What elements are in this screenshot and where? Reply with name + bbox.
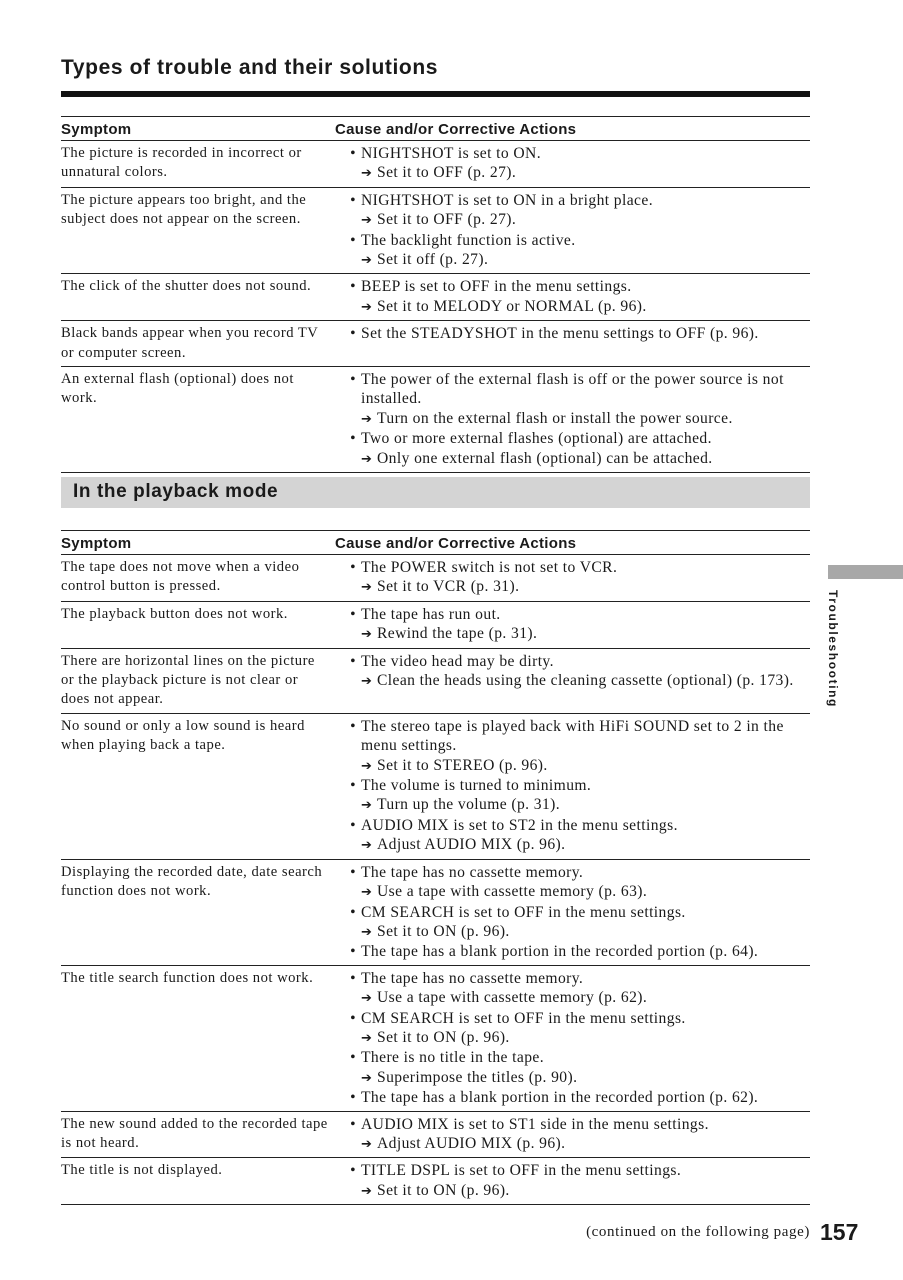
bullet-dot-icon: •	[350, 1162, 356, 1180]
arrow-right-icon: ➔	[361, 166, 373, 182]
cause-item	[335, 429, 810, 448]
arrow-right-icon: ➔	[361, 213, 373, 229]
section-title-playback: In the playback mode	[61, 477, 810, 508]
fix-item	[335, 577, 810, 597]
table-header	[61, 116, 810, 141]
fix-item	[335, 882, 810, 902]
fix-item	[335, 409, 810, 429]
cause-item	[335, 277, 810, 296]
cause-cell	[335, 558, 810, 598]
continued-note: (continued on the following page)	[586, 1224, 810, 1240]
fix-text: Superimpose the titles (p. 90).	[377, 1068, 578, 1086]
cause-cell	[335, 863, 810, 962]
fix-text: Turn up the volume (p. 31).	[377, 796, 561, 814]
cause-text: The tape has run out.	[361, 605, 501, 623]
cause-text: The tape has no cassette memory.	[361, 969, 584, 987]
fix-item	[335, 210, 810, 230]
bullet-dot-icon: •	[350, 652, 356, 670]
arrow-right-icon: ➔	[361, 1030, 373, 1046]
bullet-dot-icon: •	[350, 191, 356, 209]
fix-text: Set it to MELODY or NORMAL (p. 96).	[377, 297, 647, 315]
cause-item	[335, 231, 810, 250]
arrow-right-icon: ➔	[361, 411, 373, 427]
fix-text: Set it to ON (p. 96).	[377, 1181, 510, 1199]
bullet-dot-icon: •	[350, 430, 356, 448]
cause-item	[335, 324, 810, 343]
cause-text: The tape has a blank portion in the recorded portion (p. 64).	[361, 943, 759, 961]
cause-text: NIGHTSHOT is set to ON.	[361, 145, 542, 162]
fix-item	[335, 835, 810, 855]
playback-trouble-table	[61, 530, 810, 1205]
cause-text: Set the STEADYSHOT in the menu settings to OFF (p. 96).	[361, 325, 759, 343]
bullet-dot-icon: •	[350, 1089, 356, 1107]
fix-item	[335, 624, 810, 644]
cause-item	[335, 1115, 810, 1134]
fix-text: Rewind the tape (p. 31).	[377, 625, 538, 643]
fix-item	[335, 756, 810, 776]
cause-item	[335, 903, 810, 922]
fix-text: Set it to OFF (p. 27).	[377, 164, 517, 182]
cause-text: The stereo tape is played back with HiFi SOUND set to 2 in the menu settings.	[361, 717, 784, 755]
fix-item	[335, 1068, 810, 1088]
arrow-right-icon: ➔	[361, 1070, 373, 1086]
fix-text: Adjust AUDIO MIX (p. 96).	[377, 1134, 566, 1152]
arrow-right-icon: ➔	[361, 627, 373, 643]
symptom-cell: The title search function does not work.	[61, 969, 314, 986]
fix-text: Adjust AUDIO MIX (p. 96).	[377, 836, 566, 854]
fix-item	[335, 671, 810, 691]
fix-text: Set it to STEREO (p. 96).	[377, 756, 548, 774]
cause-item	[335, 717, 810, 756]
cause-item	[335, 863, 810, 882]
cause-item	[335, 652, 810, 671]
bullet-dot-icon: •	[350, 816, 356, 834]
cause-text: NIGHTSHOT is set to ON in a bright place.	[361, 191, 653, 209]
cause-item	[335, 191, 810, 210]
fix-text: Only one external flash (optional) can be attached.	[377, 449, 713, 467]
cause-header: Cause and/or Corrective Actions	[335, 120, 577, 138]
cause-item	[335, 942, 810, 961]
bullet-dot-icon: •	[350, 943, 356, 961]
table-row	[61, 555, 810, 602]
symptom-cell: Black bands appear when you record TV or computer screen.	[61, 325, 319, 361]
table-row	[61, 367, 810, 473]
fix-text: Use a tape with cassette memory (p. 62).	[377, 989, 648, 1007]
fix-item	[335, 1028, 810, 1048]
bullet-dot-icon: •	[350, 903, 356, 921]
arrow-right-icon: ➔	[361, 674, 373, 690]
table-row	[61, 1112, 810, 1159]
fix-item	[335, 1181, 810, 1201]
cause-cell	[335, 324, 810, 363]
bullet-dot-icon: •	[350, 717, 356, 735]
table-row	[61, 1158, 810, 1205]
arrow-right-icon: ➔	[361, 798, 373, 814]
cause-cell	[335, 277, 810, 317]
cause-item	[335, 816, 810, 835]
fix-text: Clean the heads using the cleaning cassette (optional) (p. 173).	[377, 672, 794, 690]
cause-text: The tape has no cassette memory.	[361, 863, 584, 881]
bullet-dot-icon: •	[350, 1049, 356, 1067]
symptom-cell: Displaying the recorded date, date search function does not work.	[61, 863, 323, 900]
symptom-cell: No sound or only a low sound is heard when playing back a tape.	[61, 717, 305, 754]
fix-item	[335, 449, 810, 469]
fix-item	[335, 922, 810, 942]
cause-text: CM SEARCH is set to OFF in the menu settings.	[361, 1009, 686, 1027]
arrow-right-icon: ➔	[361, 580, 373, 596]
bullet-dot-icon: •	[350, 1115, 356, 1133]
cause-cell	[335, 717, 810, 856]
cause-text: CM SEARCH is set to OFF in the menu settings.	[361, 903, 686, 921]
symptom-cell: The picture is recorded in incorrect or unnatural colors.	[61, 145, 302, 181]
cause-header: Cause and/or Corrective Actions	[335, 534, 577, 552]
arrow-right-icon: ➔	[361, 253, 373, 269]
cause-text: The volume is turned to minimum.	[361, 777, 592, 795]
arrow-right-icon: ➔	[361, 299, 373, 315]
table-row	[61, 602, 810, 649]
cause-cell	[335, 605, 810, 645]
cause-item	[335, 1009, 810, 1028]
bullet-dot-icon: •	[350, 863, 356, 881]
table-row	[61, 860, 810, 966]
recording-trouble-table	[61, 116, 810, 473]
cause-text: There is no title in the tape.	[361, 1049, 545, 1067]
table-header	[61, 530, 810, 555]
symptom-header: Symptom	[61, 120, 132, 138]
bullet-dot-icon: •	[350, 605, 356, 623]
symptom-cell: The playback button does not work.	[61, 605, 288, 622]
arrow-right-icon: ➔	[361, 991, 373, 1007]
symptom-cell: There are horizontal lines on the picture or the playback picture is not clear or does not appear.	[61, 652, 315, 708]
cause-item	[335, 776, 810, 795]
fix-item	[335, 988, 810, 1008]
side-tab-label: Troubleshooting	[826, 590, 840, 708]
fix-text: Set it to ON (p. 96).	[377, 922, 510, 940]
cause-text: The backlight function is active.	[361, 231, 576, 249]
cause-text: The power of the external flash is off or the power source is not installed.	[361, 371, 784, 408]
fix-item	[335, 163, 810, 183]
symptom-cell: The click of the shutter does not sound.	[61, 278, 312, 295]
cause-item	[335, 1088, 810, 1107]
arrow-right-icon: ➔	[361, 758, 373, 774]
bullet-dot-icon: •	[350, 969, 356, 987]
arrow-right-icon: ➔	[361, 1183, 373, 1199]
table-row	[61, 321, 810, 367]
table-row	[61, 188, 810, 275]
bullet-dot-icon: •	[350, 559, 356, 576]
cause-item	[335, 605, 810, 624]
cause-text: AUDIO MIX is set to ST1 side in the menu settings.	[361, 1115, 709, 1133]
fix-text: Set it to ON (p. 96).	[377, 1028, 510, 1046]
arrow-right-icon: ➔	[361, 885, 373, 901]
cause-item	[335, 144, 810, 163]
bullet-dot-icon: •	[350, 1009, 356, 1027]
bullet-dot-icon: •	[350, 231, 356, 249]
cause-cell	[335, 1115, 810, 1155]
cause-cell	[335, 652, 810, 710]
bullet-dot-icon: •	[350, 278, 356, 296]
cause-text: The POWER switch is not set to VCR.	[361, 559, 618, 576]
fix-text: Set it to VCR (p. 31).	[377, 578, 520, 596]
bullet-dot-icon: •	[350, 325, 356, 343]
cause-text: AUDIO MIX is set to ST2 in the menu settings.	[361, 816, 678, 834]
bullet-dot-icon: •	[350, 145, 356, 162]
cause-item	[335, 1048, 810, 1067]
symptom-cell: The title is not displayed.	[61, 1162, 223, 1179]
cause-item	[335, 558, 810, 577]
table-row	[61, 274, 810, 321]
cause-text: BEEP is set to OFF in the menu settings.	[361, 278, 632, 296]
symptom-header: Symptom	[61, 534, 132, 552]
cause-text: TITLE DSPL is set to OFF in the menu settings.	[361, 1162, 682, 1180]
cause-cell	[335, 969, 810, 1108]
symptom-cell: The new sound added to the recorded tape is not heard.	[61, 1115, 328, 1151]
fix-item	[335, 297, 810, 317]
fix-item	[335, 795, 810, 815]
arrow-right-icon: ➔	[361, 1136, 373, 1152]
cause-item	[335, 969, 810, 988]
side-tab	[828, 565, 903, 579]
arrow-right-icon: ➔	[361, 451, 373, 467]
symptom-cell: The tape does not move when a video control button is pressed.	[61, 559, 300, 595]
fix-text: Turn on the external flash or install the power source.	[377, 409, 733, 427]
table-row	[61, 714, 810, 860]
fix-item	[335, 250, 810, 270]
cause-text: The video head may be dirty.	[361, 652, 554, 670]
symptom-cell: The picture appears too bright, and the subject does not appear on the screen.	[61, 191, 307, 228]
cause-item	[335, 370, 810, 409]
cause-text: Two or more external flashes (optional) are attached.	[361, 430, 712, 448]
cause-text: The tape has a blank portion in the recorded portion (p. 62).	[361, 1089, 759, 1107]
bullet-dot-icon: •	[350, 777, 356, 795]
bullet-dot-icon: •	[350, 371, 356, 389]
fix-text: Set it to OFF (p. 27).	[377, 211, 517, 229]
table-row	[61, 141, 810, 188]
arrow-right-icon: ➔	[361, 924, 373, 940]
fix-text: Set it off (p. 27).	[377, 251, 489, 269]
symptom-cell: An external flash (optional) does not work.	[61, 371, 294, 407]
arrow-right-icon: ➔	[361, 838, 373, 854]
cause-cell	[335, 1161, 810, 1201]
title-rule	[61, 91, 810, 97]
cause-cell	[335, 191, 810, 271]
cause-cell	[335, 144, 810, 184]
cause-item	[335, 1161, 810, 1180]
cause-cell	[335, 370, 810, 469]
table-row	[61, 649, 810, 714]
fix-text: Use a tape with cassette memory (p. 63).	[377, 883, 648, 901]
page-number: 157	[820, 1219, 859, 1245]
fix-item	[335, 1134, 810, 1154]
table-row	[61, 966, 810, 1112]
page-title: Types of trouble and their solutions	[61, 56, 439, 79]
